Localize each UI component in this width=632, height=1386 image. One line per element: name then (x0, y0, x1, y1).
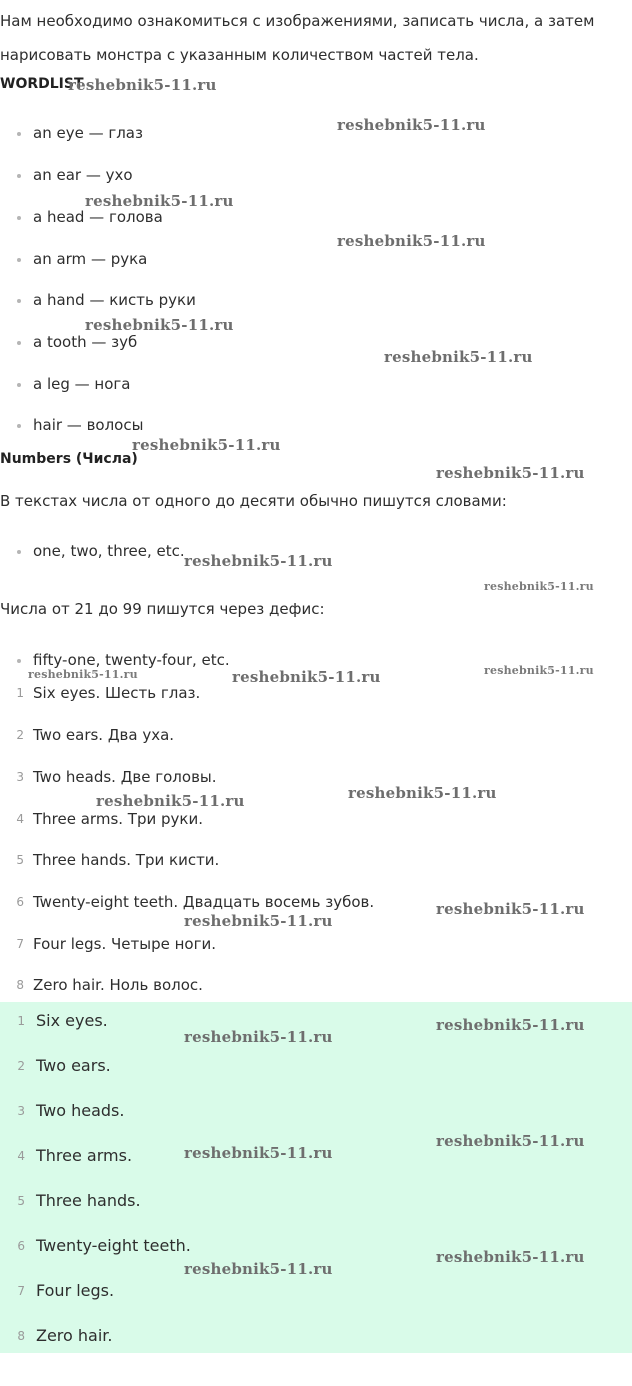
numbers-bullet-1: one, two, three, etc. (33, 542, 185, 560)
numbers-text-1: В текстах числа от одного до десяти обычно пишутся словами: (0, 492, 507, 510)
watermark: reshebnik5-11.ru (184, 1260, 333, 1278)
watermark: reshebnik5-11.ru (28, 668, 138, 681)
bullet-dot (17, 299, 21, 303)
watermark: reshebnik5-11.ru (436, 1016, 585, 1034)
list-item: 5 Three hands. Три кисти. (16, 851, 220, 869)
numbers-heading: Numbers (Числа) (0, 451, 138, 467)
list-item: 1 Six eyes. Шесть глаз. (16, 684, 201, 702)
wordlist-item: an ear — ухо (33, 166, 133, 184)
watermark: reshebnik5-11.ru (68, 76, 217, 94)
watermark: reshebnik5-11.ru (436, 1132, 585, 1150)
wordlist-item: a leg — нога (33, 375, 130, 393)
list-item: 6 Twenty-eight teeth. Двадцать восемь зубов. (16, 893, 375, 911)
watermark: reshebnik5-11.ru (184, 1028, 333, 1046)
watermark: reshebnik5-11.ru (85, 192, 234, 210)
watermark: reshebnik5-11.ru (184, 552, 333, 570)
watermark: reshebnik5-11.ru (337, 116, 486, 134)
bullet-dot (17, 424, 21, 428)
watermark: reshebnik5-11.ru (436, 900, 585, 918)
watermark: reshebnik5-11.ru (436, 464, 585, 482)
bullet-dot (17, 174, 21, 178)
wordlist-item: hair — волосы (33, 416, 143, 434)
wordlist-item: a head — голова (33, 208, 163, 226)
list-item: 7 Four legs. Четыре ноги. (16, 935, 216, 953)
bullet-dot (17, 659, 21, 663)
bullet-dot (17, 550, 21, 554)
bullet-dot (17, 258, 21, 262)
list-item: 8 Zero hair. Ноль волос. (16, 976, 203, 994)
answer-item: 2 Two ears. (17, 1056, 111, 1075)
numbers-bullet-2: fifty-one, twenty-four, etc. (33, 651, 230, 669)
answer-item: 1 Six eyes. (17, 1011, 108, 1030)
list-item: 4 Three arms. Три руки. (16, 810, 203, 828)
answer-box (0, 1002, 632, 1353)
watermark: reshebnik5-11.ru (132, 436, 281, 454)
wordlist-item: an arm — рука (33, 250, 147, 268)
bullet-dot (17, 341, 21, 345)
watermark: reshebnik5-11.ru (85, 316, 234, 334)
watermark: reshebnik5-11.ru (436, 1248, 585, 1266)
wordlist-item: a tooth — зуб (33, 333, 137, 351)
watermark: reshebnik5-11.ru (484, 580, 594, 593)
wordlist-heading: WORDLIST (0, 76, 84, 92)
wordlist-item: an eye — глаз (33, 124, 143, 142)
watermark: reshebnik5-11.ru (96, 792, 245, 810)
numbers-text-2: Числа от 21 до 99 пишутся через дефис: (0, 600, 325, 618)
bullet-dot (17, 132, 21, 136)
answer-item: 6 Twenty-eight teeth. (17, 1236, 191, 1255)
watermark: reshebnik5-11.ru (184, 1144, 333, 1162)
bullet-dot (17, 383, 21, 387)
list-item: 3 Two heads. Две головы. (16, 768, 217, 786)
watermark: reshebnik5-11.ru (337, 232, 486, 250)
watermark: reshebnik5-11.ru (232, 668, 381, 686)
answer-item: 5 Three hands. (17, 1191, 141, 1210)
answer-item: 8 Zero hair. (17, 1326, 113, 1345)
watermark: reshebnik5-11.ru (184, 912, 333, 930)
wordlist-item: a hand — кисть руки (33, 291, 196, 309)
watermark: reshebnik5-11.ru (484, 664, 594, 677)
bullet-dot (17, 216, 21, 220)
answer-item: 3 Two heads. (17, 1101, 125, 1120)
answer-item: 7 Four legs. (17, 1281, 115, 1300)
intro-paragraph: Нам необходимо ознакомиться с изображениями, записать числа, а затем нарисовать монстра с указанным количеством частей тела. (0, 12, 595, 64)
watermark: reshebnik5-11.ru (348, 784, 497, 802)
answer-item: 4 Three arms. (17, 1146, 133, 1165)
watermark: reshebnik5-11.ru (384, 348, 533, 366)
list-item: 2 Two ears. Два уха. (16, 726, 175, 744)
